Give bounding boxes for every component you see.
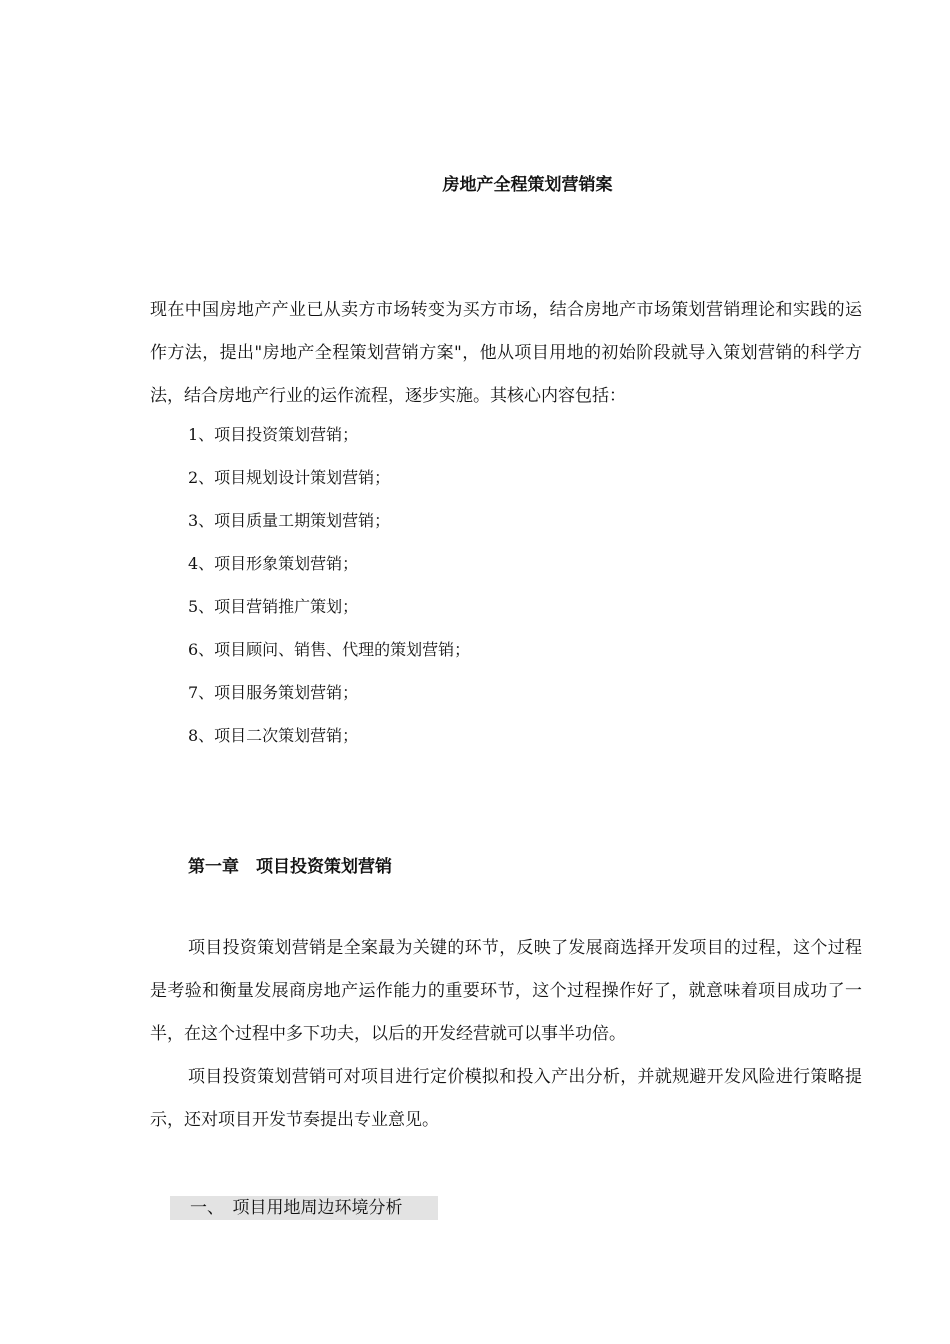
list-item: 3、项目质量工期策划营销； — [188, 511, 391, 530]
list-item: 2、项目规划设计策划营销； — [188, 468, 391, 487]
chapter-title: 第一章 项目投资策划营销 — [188, 857, 392, 877]
list-item: 1、项目投资策划营销； — [188, 425, 359, 444]
list-item: 8、项目二次策划营销； — [188, 726, 359, 745]
list-item: 4、项目形象策划营销； — [188, 554, 359, 573]
list-item: 5、项目营销推广策划； — [188, 597, 359, 616]
list-item: 7、项目服务策划营销； — [188, 683, 359, 702]
body-paragraph: 项目投资策划营销可对项目进行定价模拟和投入产出分析，并就规避开发风险进行策略提示，还对项目开发节奏提出专业意见。 — [150, 1067, 862, 1130]
document-title: 房地产全程策划营销案 — [442, 175, 613, 195]
list-item: 6、项目顾问、销售、代理的策划营销； — [188, 640, 471, 659]
section-heading: 一、 项目用地周边环境分析 — [170, 1196, 438, 1220]
body-paragraph: 项目投资策划营销是全案最为关键的环节，反映了发展商选择开发项目的过程，这个过程是考验和衡量发展商房地产运作能力的重要环节，这个过程操作好了，就意味着项目成功了一半，在这个过程中多下功夫，以后的开发经营就可以事半功倍。 — [150, 938, 862, 1044]
core-content-list — [188, 413, 470, 757]
intro-paragraph: 现在中国房地产产业已从卖方市场转变为买方市场，结合房地产市场策划营销理论和实践的运作方法，提出"房地产全程策划营销方案"，他从项目用地的初始阶段就导入策划营销的科学方法，结合房地产行业的运作流程，逐步实施。其核心内容包括： — [150, 300, 862, 406]
